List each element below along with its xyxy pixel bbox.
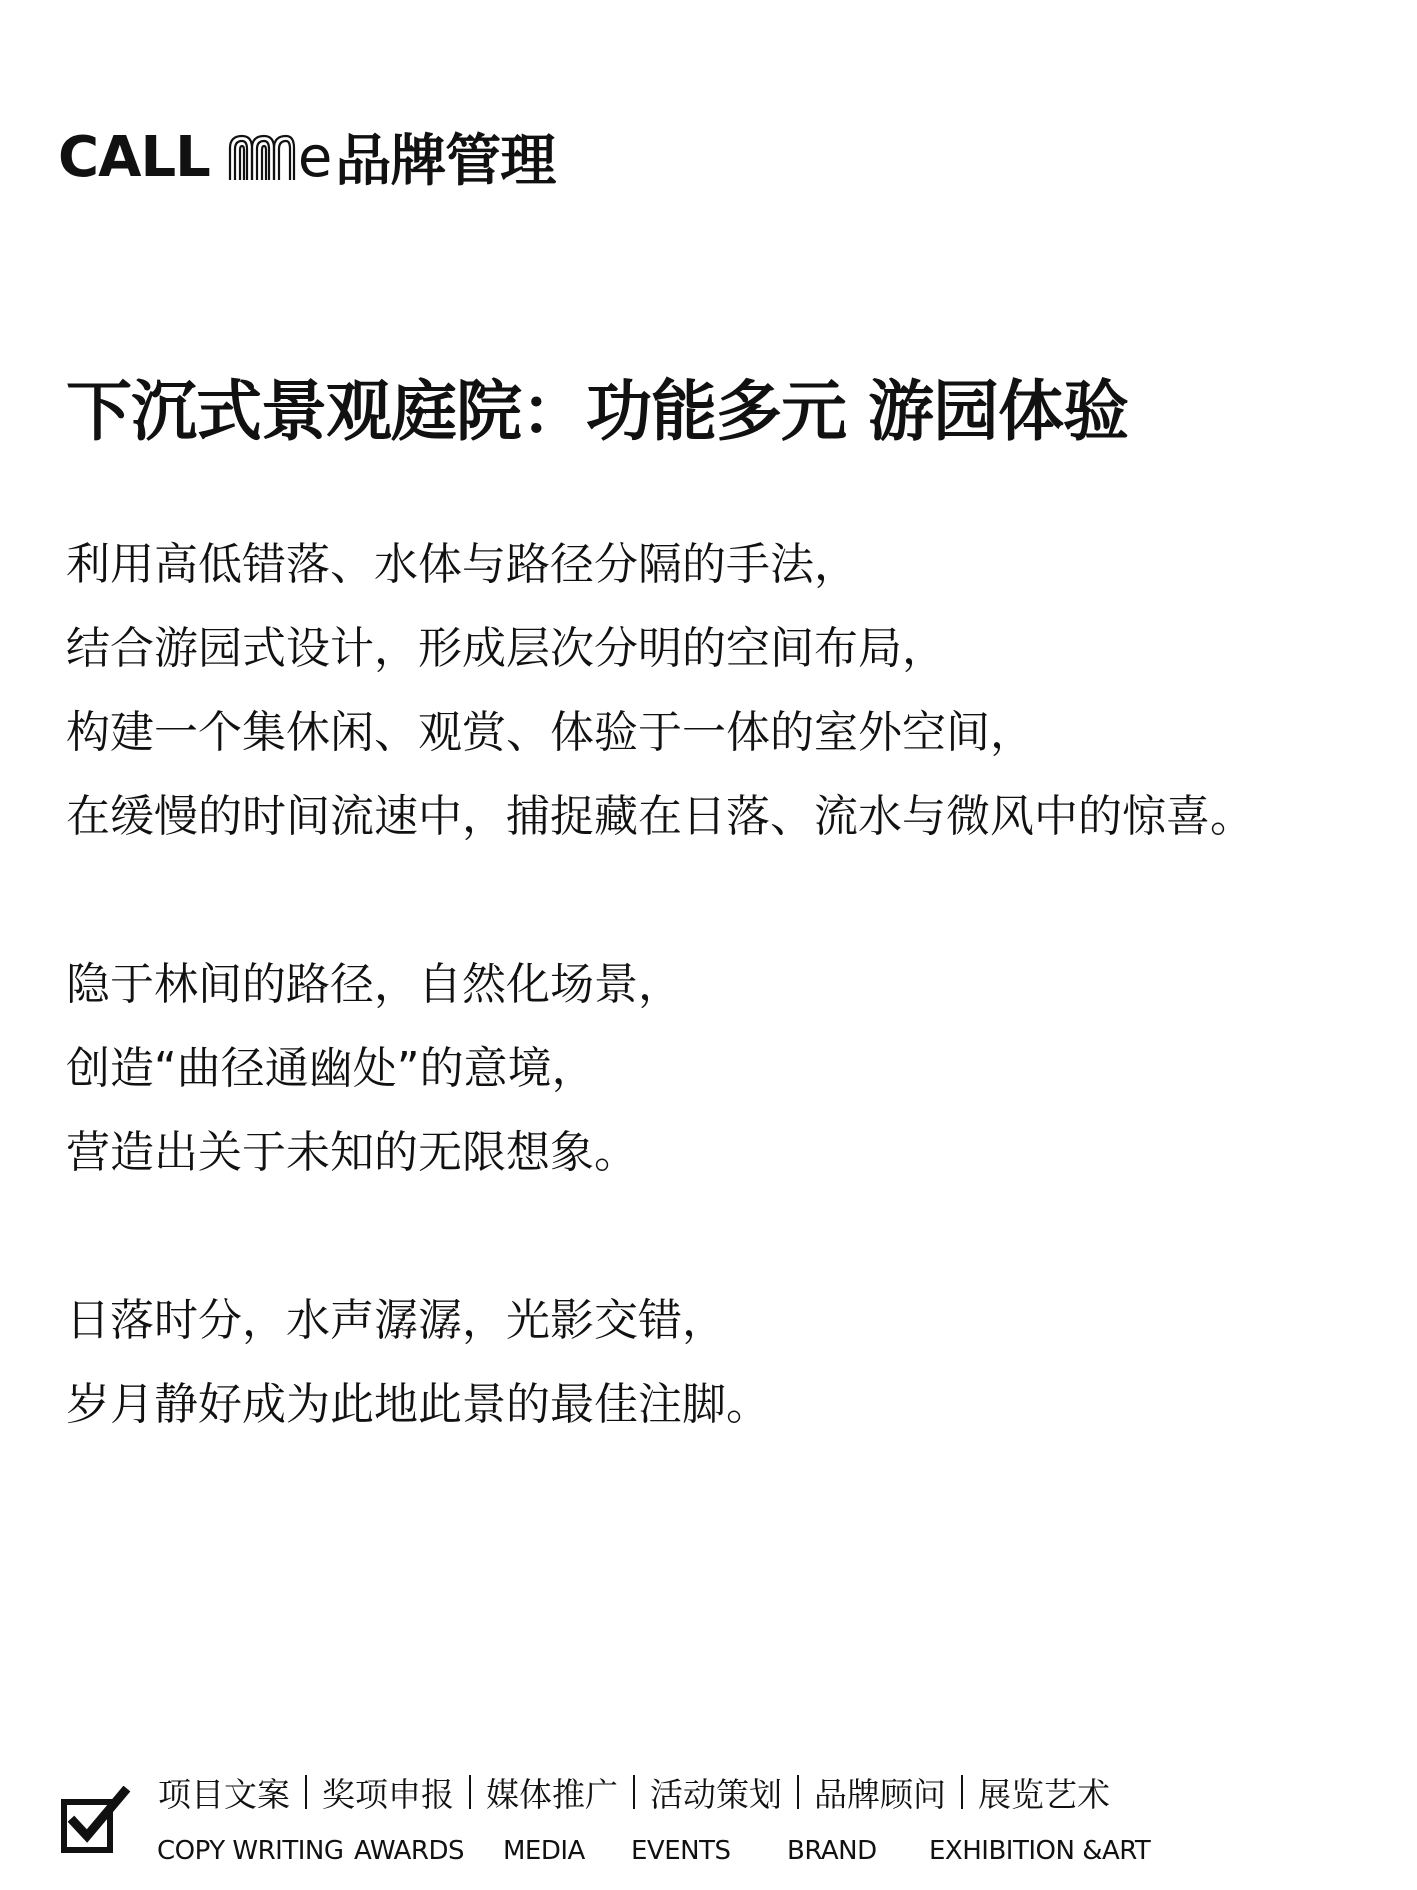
body-line: 隐于林间的路径，自然化场景， [66,959,682,1010]
paragraph-2 [66,943,1254,1195]
article-title: 下沉式景观庭院：功能多元 游园体验 [66,373,1128,450]
brand-m-mark-icon [228,132,296,182]
service-en-item: MEDIA [503,1836,585,1866]
service-en-item: EXHIBITION &ART [929,1836,1151,1866]
brand-logo [58,122,555,192]
brand-cn-text: 品牌管理 [335,129,556,194]
service-en-item: AWARDS [354,1836,465,1866]
service-en-item: EVENTS [631,1836,731,1866]
body-line: 在缓慢的时间流速中，捕捉藏在日落、流水与微风中的惊喜。 [66,791,1254,842]
body-line: 营造出关于未知的无限想象。 [66,1127,638,1178]
service-cn-item: 展览艺术 [978,1774,1110,1814]
service-cn-item: 媒体推广 [486,1774,618,1814]
divider [305,1775,307,1809]
divider [797,1775,799,1809]
divider [469,1775,471,1809]
checkbox-checked-icon [60,1786,132,1858]
body-line: 日落时分，水声潺潺，光影交错， [66,1295,726,1346]
body-line: 利用高低错落、水体与路径分隔的手法， [66,539,858,590]
body-line: 创造“曲径通幽处”的意境， [66,1043,596,1094]
brand-e-text: e [297,124,332,190]
service-en-item: BRAND [787,1836,877,1866]
service-cn-item: 活动策划 [650,1774,782,1814]
paragraph-1 [66,523,1254,859]
brand-call-text: CALL [58,124,210,190]
service-en-item: COPY WRITING [157,1836,344,1866]
services-cn-list [158,1770,1110,1814]
body-line: 岁月静好成为此地此景的最佳注脚。 [66,1379,770,1430]
service-cn-item: 奖项申报 [322,1774,454,1814]
article-body [66,523,1254,1447]
body-line: 结合游园式设计，形成层次分明的空间布局， [66,623,946,674]
divider [633,1775,635,1809]
divider [961,1775,963,1809]
paragraph-3 [66,1279,1254,1447]
body-line: 构建一个集休闲、观赏、体验于一体的室外空间， [66,707,1034,758]
service-cn-item: 项目文案 [158,1774,290,1814]
service-cn-item: 品牌顾问 [814,1774,946,1814]
